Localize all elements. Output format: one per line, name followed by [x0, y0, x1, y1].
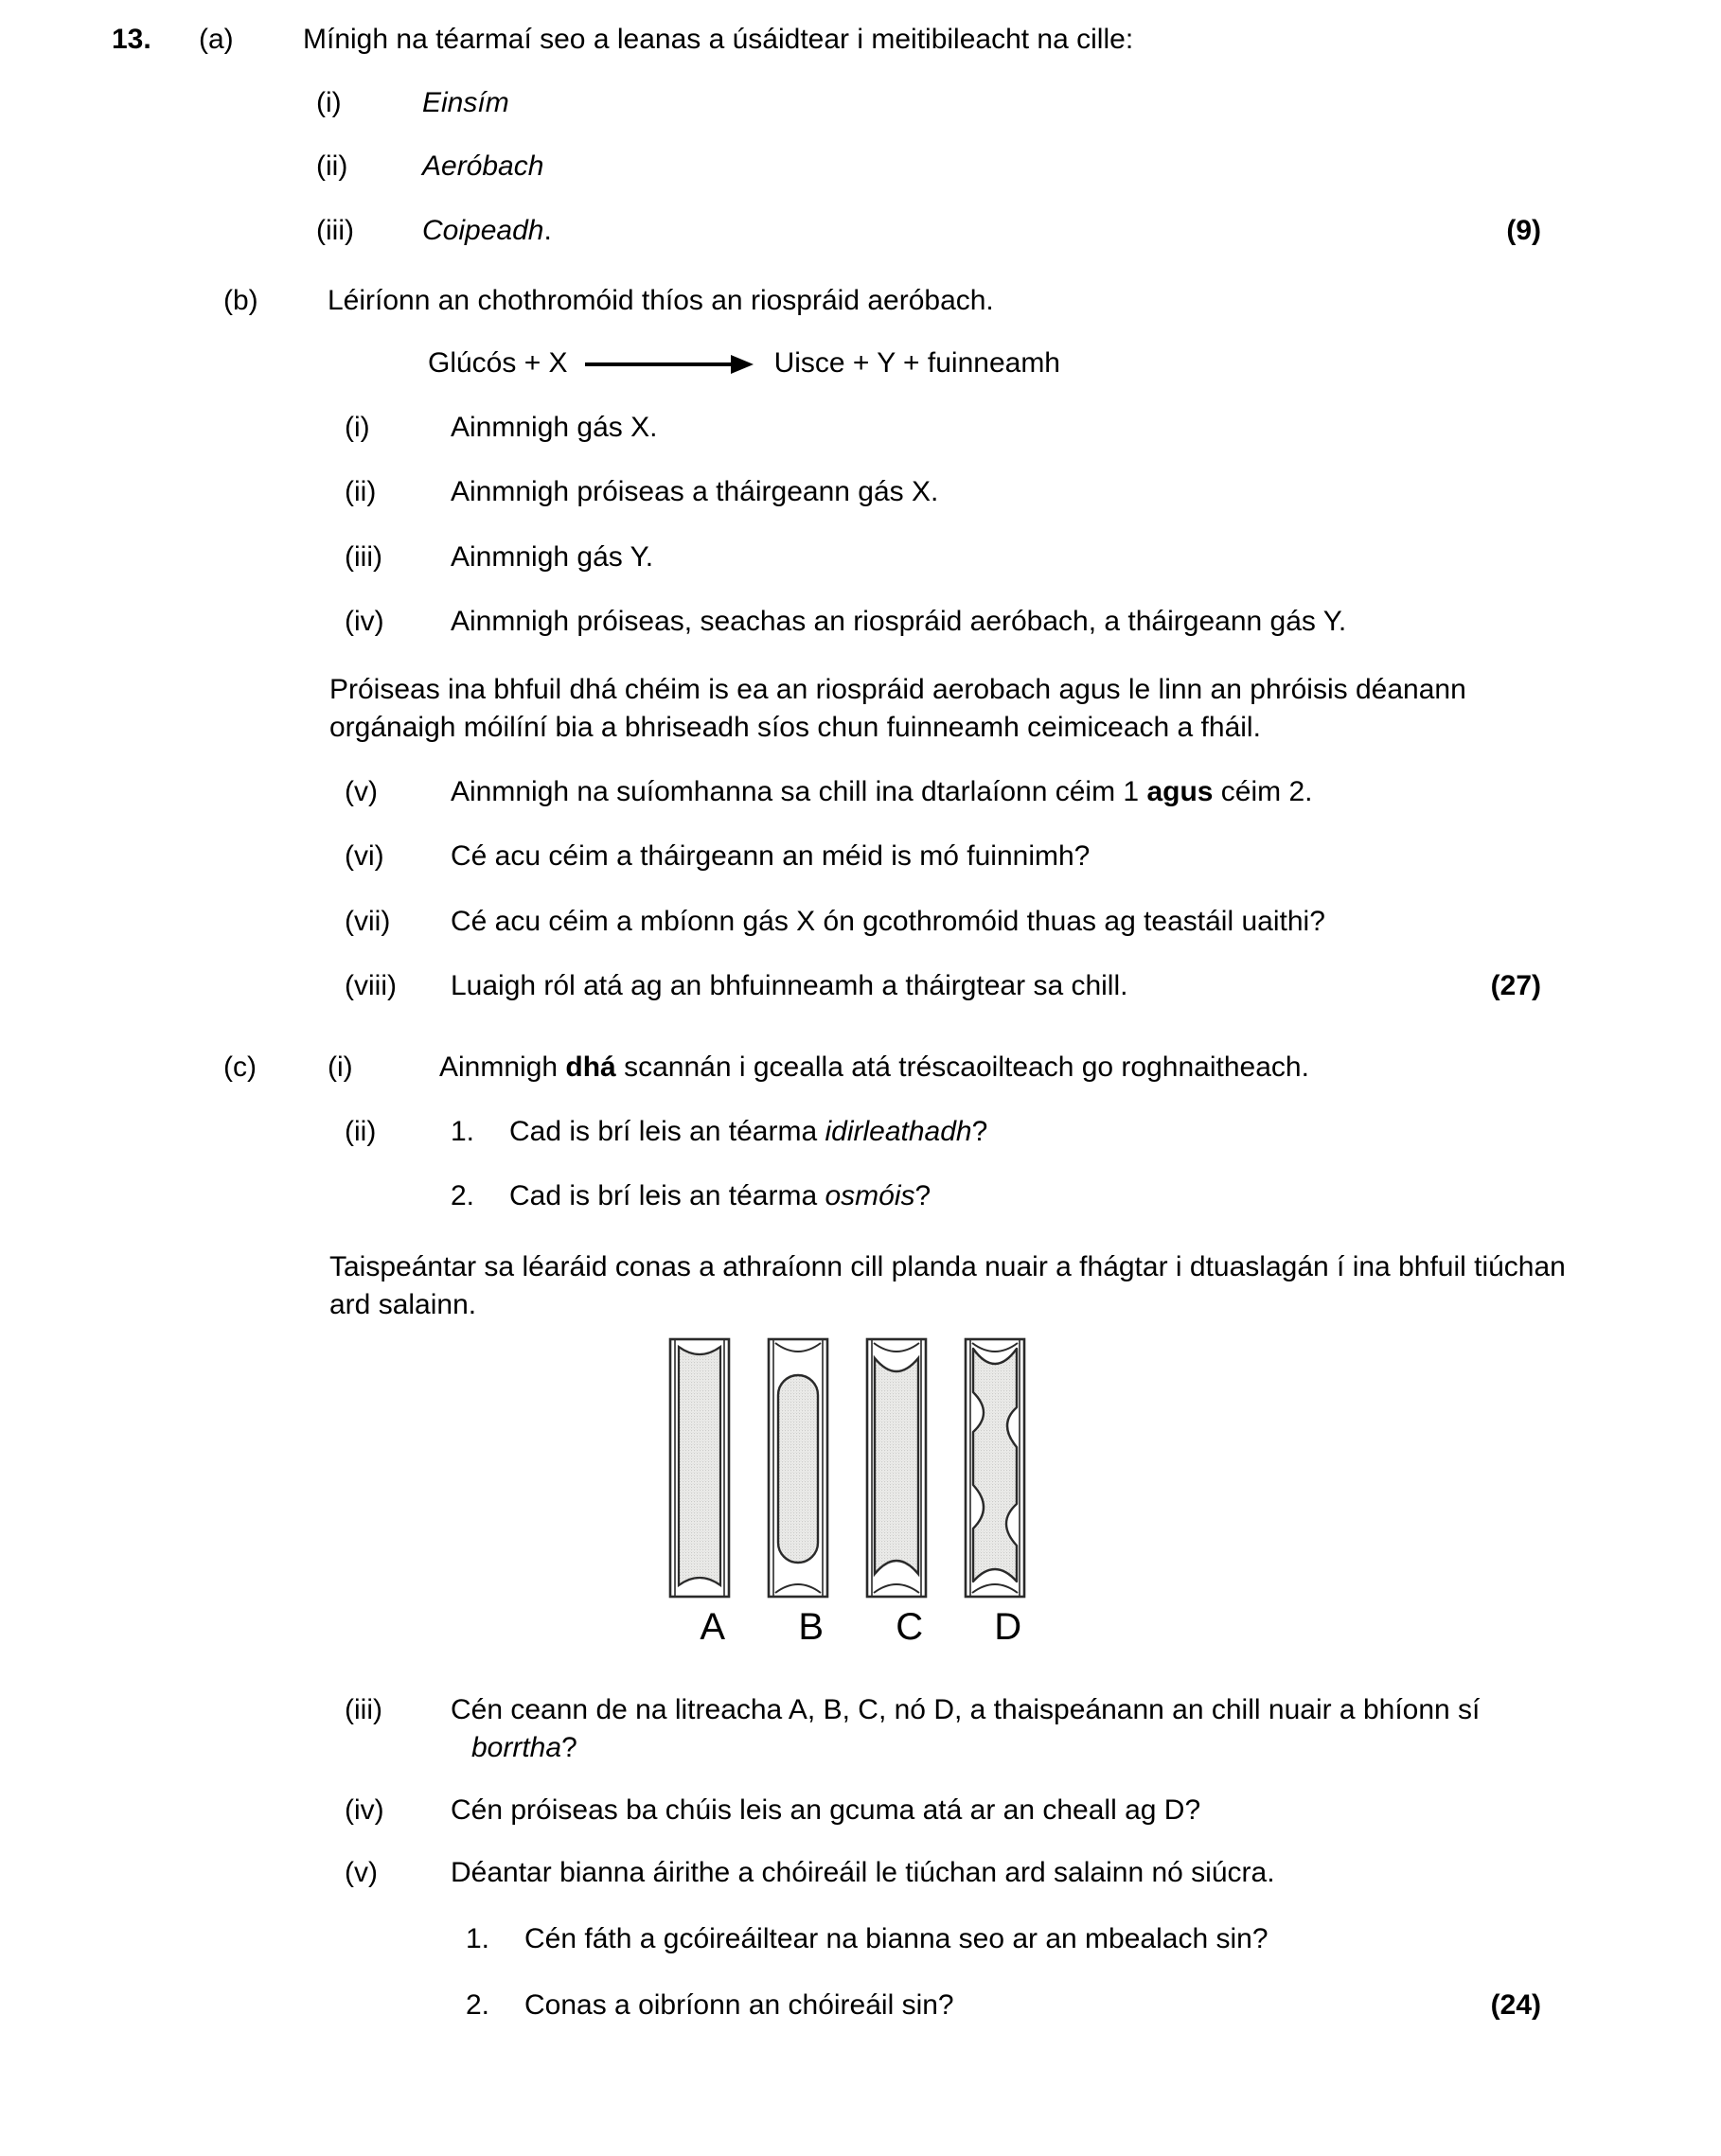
- part-label-c: (c): [223, 1051, 257, 1083]
- part-a-item-ii: [0, 148, 1721, 186]
- item-text-post: céim 2.: [1213, 776, 1313, 808]
- item-text-post: ?: [914, 1180, 931, 1212]
- marks-part-b: (27): [1490, 969, 1541, 1001]
- part-b-paragraph: Próiseas ina bhfuil dhá chéim is ea an riospráid aerobach agus le linn an phróisis déanann orgánaigh móilíní bia a bhriseadh síos chun fuinneamh ceimiceach a fháil.: [329, 673, 1466, 744]
- respiration-equation: [0, 345, 1721, 382]
- item-text: Luaigh ról atá ag an bhfuinneamh a tháirgtear sa chill.: [451, 969, 1128, 1001]
- item-marker: (iv): [345, 605, 384, 637]
- item-text: Ainmnigh gás X.: [451, 412, 658, 444]
- cell-a: [670, 1339, 729, 1597]
- part-c-item-v-sub-2: [0, 1987, 1721, 2024]
- part-c-paragraph: Taispeántar sa léaráid conas a athraíonn cill planda nuair a fhágtar i dtuaslagán í ina bhfuil tiúchan ard salainn.: [329, 1250, 1566, 1320]
- term-coipeadh: Coipeadh: [422, 214, 544, 246]
- cell-c: [867, 1339, 926, 1597]
- arrow-right-icon: [585, 350, 757, 377]
- item-marker: (v): [345, 1857, 378, 1889]
- term-aerobach: Aeróbach: [422, 150, 544, 183]
- item-marker: (iii): [345, 540, 382, 573]
- item-text: [509, 1177, 1721, 1215]
- item-text-pre: Ainmnigh na suíomhanna sa chill ina dtarlaíonn céim 1: [451, 776, 1147, 808]
- item-text: [509, 1113, 1721, 1151]
- item-text: [451, 773, 1721, 811]
- part-a-stem: Mínigh na téarmaí seo a leanas a úsáidtear i meitibileacht na cille:: [303, 24, 1134, 55]
- cell-d: [966, 1339, 1024, 1597]
- item-marker: (i): [316, 87, 342, 119]
- cell-letter-labels: [0, 1602, 1721, 1653]
- item-text: Cén fáth a gcóireáiltear na bianna seo ar an mbealach sin?: [524, 1923, 1269, 1955]
- part-b-item-vii: [0, 903, 1721, 941]
- item-text: Ainmnigh gás Y.: [451, 540, 654, 573]
- plant-cell-diagram-svg: [657, 1334, 1064, 1608]
- part-b-item-iv: [0, 603, 1721, 641]
- term-osmois: osmóis: [825, 1180, 915, 1212]
- item-text: Cén próiseas ba chúis leis an gcuma atá ar an cheall ag D?: [451, 1794, 1201, 1826]
- part-label-a: (a): [199, 24, 234, 55]
- item-suffix: .: [543, 214, 552, 246]
- item-text: [422, 84, 1721, 122]
- term-borrtha: borrtha: [471, 1731, 562, 1763]
- sub-number: 2.: [451, 1180, 475, 1212]
- part-c-item-v-sub-1: [0, 1920, 1721, 1958]
- marks-part-a: (9): [1506, 214, 1541, 246]
- part-c-item-v: [0, 1854, 1721, 1892]
- item-text: [451, 1691, 1579, 1767]
- cell-b: [769, 1339, 827, 1597]
- part-b-stem: Léiríonn an chothromóid thíos an riospráid aeróbach.: [328, 284, 994, 316]
- item-text-bold: dhá: [565, 1051, 616, 1083]
- cell-label-d: D: [994, 1605, 1022, 1648]
- marks-part-c: (24): [1490, 1989, 1541, 2022]
- plant-cell-plasmolysis-diagram: [0, 1334, 1721, 1608]
- item-text: [422, 148, 1721, 186]
- part-b-item-vi: [0, 838, 1721, 875]
- item-text: Cé acu céim a tháirgeann an méid is mó fuinnimh?: [451, 840, 1091, 873]
- sub-number: 2.: [466, 1989, 490, 2022]
- item-marker: (viii): [345, 969, 397, 1001]
- question-number: 13.: [112, 24, 151, 55]
- part-b-stem-row: [0, 282, 1721, 320]
- part-b-item-v: [0, 773, 1721, 811]
- cell-label-c: C: [896, 1605, 924, 1648]
- cell-label-b: B: [798, 1605, 825, 1648]
- part-b-item-i: [0, 409, 1721, 447]
- part-c-item-iv: [0, 1792, 1721, 1829]
- part-b-item-iii: [0, 539, 1721, 576]
- item-marker: (vii): [345, 905, 391, 937]
- part-label-b: (b): [223, 284, 258, 316]
- item-text-post: scannán i gcealla atá tréscaoilteach go roghnaitheach.: [615, 1051, 1309, 1083]
- item-text: Ainmnigh próiseas, seachas an riospráid aeróbach, a tháirgeann gás Y.: [451, 605, 1347, 637]
- item-text: Conas a oibríonn an chóireáil sin?: [524, 1989, 954, 2022]
- item-text-pre: Cad is brí leis an téarma: [509, 1180, 825, 1212]
- item-text-bold: agus: [1146, 776, 1214, 808]
- item-text-pre: Cén ceann de na litreacha A, B, C, nó D, a thaispeánann an chill nuair a bhíonn sí: [451, 1693, 1481, 1725]
- item-text: Cé acu céim a mbíonn gás X ón gcothromóid thuas ag teastáil uaithi?: [451, 905, 1325, 937]
- part-a-item-iii: [0, 212, 1721, 250]
- item-marker: (v): [345, 776, 378, 808]
- equation-right: Uisce + Y + fuinneamh: [773, 346, 1060, 379]
- term-idirleathadh: idirleathadh: [825, 1116, 972, 1148]
- item-marker: (ii): [316, 150, 348, 183]
- item-text-pre: Cad is brí leis an téarma: [509, 1116, 825, 1148]
- part-c-item-ii-1: [0, 1113, 1721, 1151]
- cell-label-a: A: [700, 1605, 726, 1648]
- item-marker: (vi): [345, 840, 384, 873]
- item-text-post: ?: [971, 1116, 988, 1148]
- item-text: Déantar bianna áirithe a chóireáil le tiúchan ard salainn nó siúcra.: [451, 1857, 1275, 1889]
- item-text-pre: Ainmnigh: [439, 1051, 566, 1083]
- term-einsim: Einsím: [422, 87, 509, 119]
- item-marker: (i): [328, 1051, 353, 1083]
- part-c-item-i-row: [0, 1049, 1721, 1087]
- item-text: [439, 1049, 1721, 1087]
- part-c-item-ii-2: [0, 1177, 1721, 1215]
- part-b-item-ii: [0, 473, 1721, 511]
- question-13-stem-row: [0, 21, 1721, 59]
- part-c-item-iii: [0, 1691, 1721, 1767]
- item-text: Ainmnigh próiseas a tháirgeann gás X.: [451, 476, 939, 508]
- item-marker: (ii): [345, 476, 377, 508]
- item-marker: (ii): [345, 1116, 377, 1148]
- item-marker: (iii): [345, 1693, 382, 1725]
- item-text-post: ?: [561, 1731, 577, 1763]
- equation-left: Glúcós + X: [428, 346, 568, 379]
- item-marker: (iv): [345, 1794, 384, 1826]
- item-marker: (iii): [316, 214, 354, 246]
- part-a-item-i: [0, 84, 1721, 122]
- sub-number: 1.: [451, 1116, 475, 1148]
- part-b-item-viii: [0, 967, 1721, 1005]
- sub-number: 1.: [466, 1923, 490, 1955]
- item-marker: (i): [345, 412, 370, 444]
